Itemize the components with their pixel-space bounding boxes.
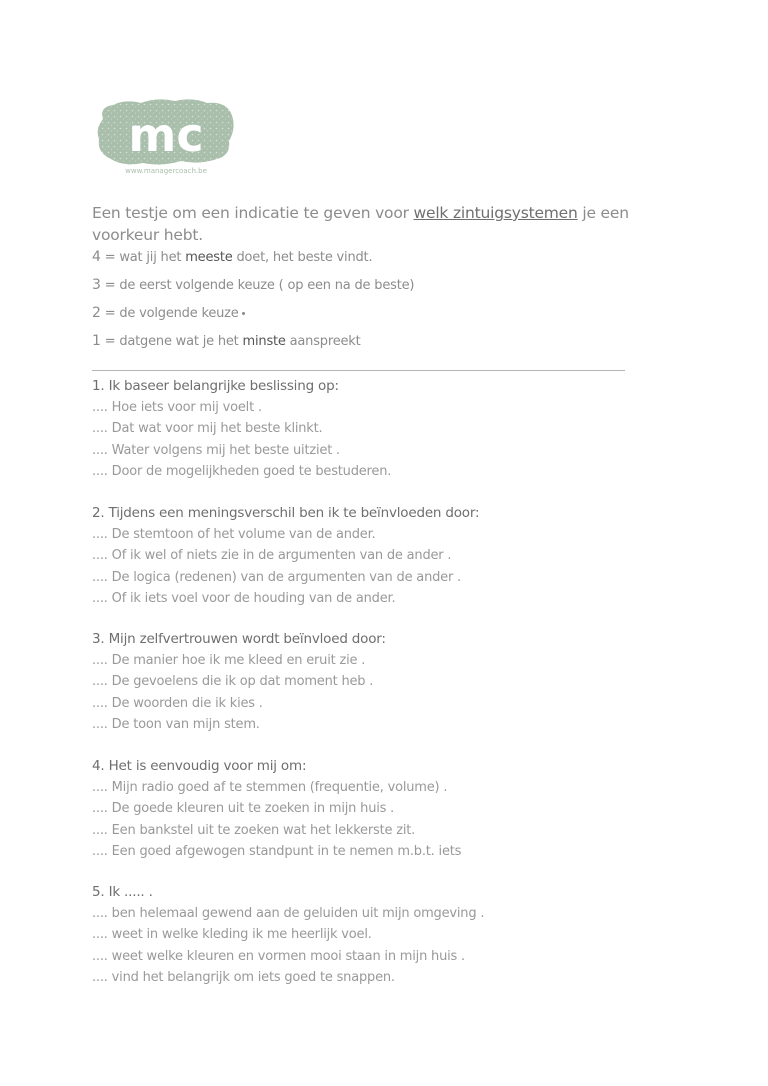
answer-option[interactable]: .... De manier hoe ik me kleed en eruit zie .: [92, 653, 366, 668]
answer-option[interactable]: .... Of ik wel of niets zie in de argumenten van de ander .: [92, 548, 452, 564]
intro-text: [92, 202, 632, 246]
question-3: [92, 628, 652, 735]
scale-text-end: doet, het beste vindt.: [232, 250, 373, 265]
intro-link-text: welk zintuigsystemen: [413, 204, 578, 222]
question-title: 3. Mijn zelfvertrouwen wordt beïnvloed door:: [92, 631, 386, 647]
answer-option[interactable]: .... Water volgens mij het beste uitziet .: [92, 442, 340, 458]
intro-text-before: Een testje om een indicatie te geven voor: [92, 204, 414, 222]
scale-number: 2: [92, 305, 101, 321]
scale-text-end: aanspreekt: [285, 334, 361, 349]
scale-row-4: [92, 249, 372, 265]
answer-option[interactable]: .... Mijn radio goed af te stemmen (frequentie, volume) .: [92, 780, 448, 795]
answer-option[interactable]: .... Een bankstel uit te zoeken wat het lekkerste zit.: [92, 822, 416, 838]
scale-number: 3: [92, 277, 101, 293]
question-4: [92, 755, 652, 862]
answer-option[interactable]: .... Dat wat voor mij het beste klinkt.: [92, 421, 323, 437]
logo-letters: mc: [128, 108, 204, 162]
question-title: 2. Tijdens een meningsverschil ben ik te beïnvloeden door:: [92, 505, 480, 521]
question-1: [92, 375, 652, 482]
question-title: 5. Ik ..... .: [92, 884, 153, 900]
question-title: 1. Ik baseer belangrijke beslissing op:: [92, 378, 339, 394]
answer-option[interactable]: .... ben helemaal gewend aan de geluiden uit mijn omgeving .: [92, 906, 485, 921]
answer-option[interactable]: .... weet in welke kleding ik me heerlijk voel.: [92, 927, 372, 943]
question-2: [92, 502, 652, 609]
answer-option[interactable]: .... De gevoelens die ik op dat moment heb .: [92, 674, 374, 690]
answer-option[interactable]: .... De logica (redenen) van de argumenten van de ander .: [92, 569, 461, 585]
answer-option[interactable]: .... Hoe iets voor mij voelt .: [92, 400, 262, 415]
scale-emphasis: meeste: [185, 250, 233, 265]
intro-text-after: je een voorkeur hebt.: [92, 204, 629, 244]
answer-option[interactable]: .... weet welke kleuren en vormen mooi staan in mijn huis .: [92, 948, 465, 964]
scale-text: = datgene wat je het: [104, 334, 243, 349]
scale-row-2: [92, 305, 245, 321]
bullet-dot: [242, 312, 245, 315]
answer-option[interactable]: .... De goede kleuren uit te zoeken in mijn huis .: [92, 801, 395, 817]
scale-number: 4: [92, 249, 101, 265]
answer-option[interactable]: .... Of ik iets voel voor de houding van de ander.: [92, 590, 396, 606]
logo-graphic: [95, 97, 237, 177]
answer-option[interactable]: .... De toon van mijn stem.: [92, 716, 260, 732]
answer-option[interactable]: .... Een goed afgewogen standpunt in te nemen m.b.t. iets: [92, 843, 462, 859]
scale-text: = de volgende keuze: [104, 306, 239, 321]
question-title: 4. Het is eenvoudig voor mij om:: [92, 758, 307, 774]
scale-text: = de eerst volgende keuze ( op een na de beste): [104, 278, 415, 293]
scale-row-1: [92, 333, 361, 349]
scale-text: = wat jij het: [104, 250, 186, 265]
divider-line: [92, 370, 625, 371]
question-5: [92, 881, 652, 988]
answer-option[interactable]: .... De stemtoon of het volume van de ander.: [92, 527, 376, 542]
logo-url: www.managercoach.be: [125, 167, 207, 175]
scale-number: 1: [92, 333, 101, 349]
answer-option[interactable]: .... Door de mogelijkheden goed te bestuderen.: [92, 463, 392, 479]
answer-option[interactable]: .... vind het belangrijk om iets goed te snappen.: [92, 969, 395, 985]
answer-option[interactable]: .... De woorden die ik kies .: [92, 695, 263, 711]
scale-row-3: [92, 277, 414, 293]
managercoach-logo: [95, 97, 237, 177]
scale-emphasis: minste: [242, 334, 286, 349]
